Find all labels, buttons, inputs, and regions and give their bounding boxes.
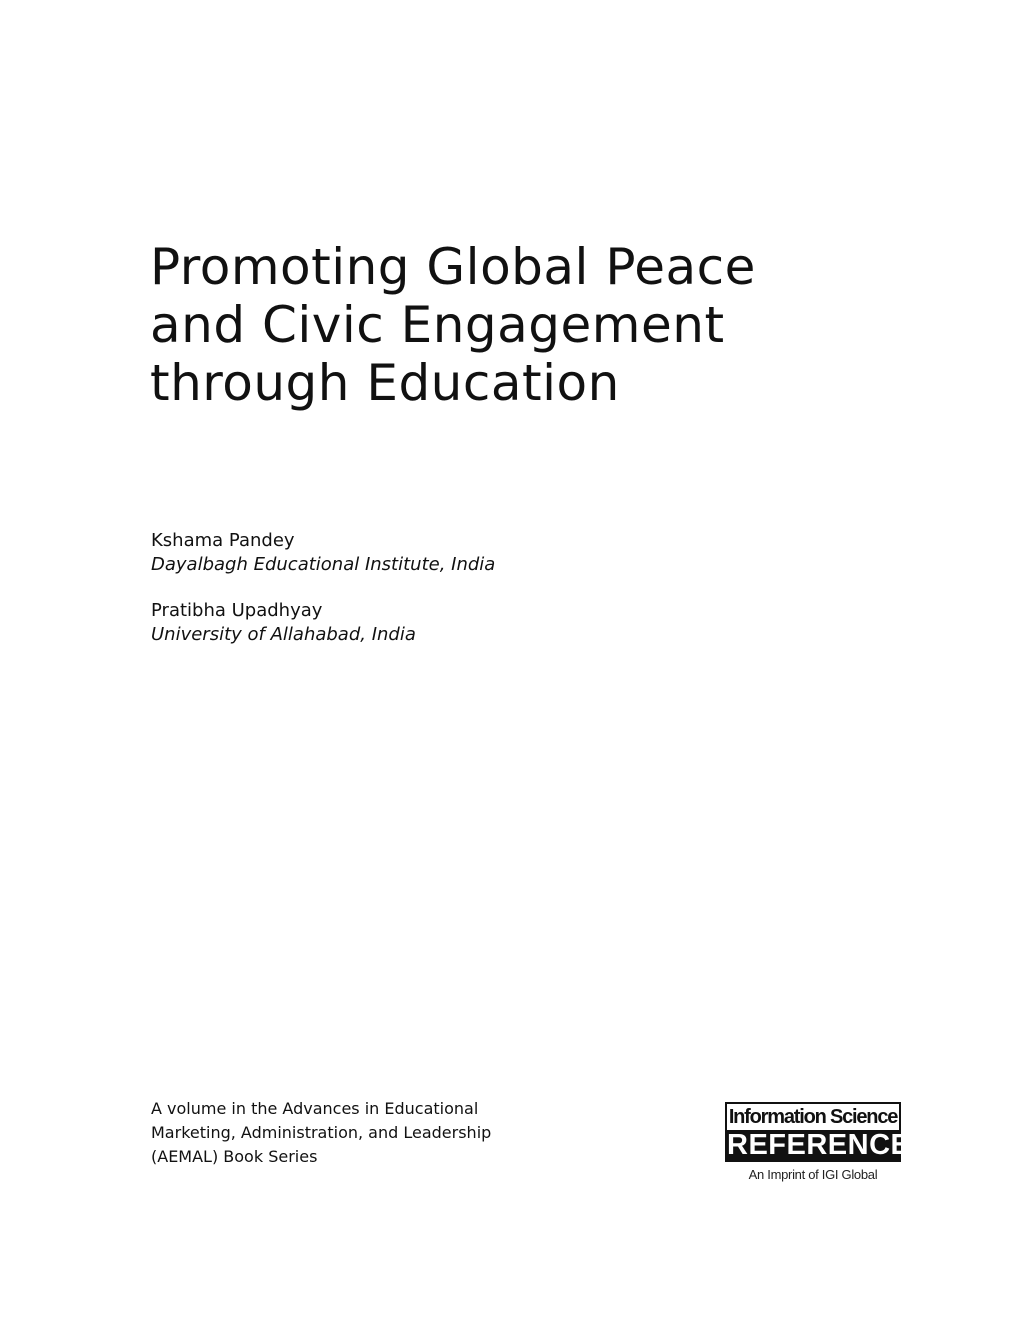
author-affiliation: University of Allahabad, India [151, 624, 416, 645]
series-note [151, 1097, 491, 1169]
author-2 [151, 599, 416, 647]
author-affiliation: Dayalbagh Educational Institute, India [151, 554, 496, 575]
publisher-logo [725, 1102, 911, 1183]
publisher-logo-top-text: Information Science [728, 1106, 898, 1128]
book-title-line-3: through Education [150, 354, 620, 412]
author-name: Kshama Pandey [151, 530, 295, 551]
publisher-imprint: An Imprint of IGI Global [748, 1167, 878, 1182]
book-title-line-2: and Civic Engagement [150, 296, 725, 354]
author-1 [151, 529, 495, 577]
series-note-line-3: (AEMAL) Book Series [151, 1147, 318, 1166]
series-note-line-2: Marketing, Administration, and Leadership [151, 1123, 492, 1142]
author-name: Pratibha Upadhyay [151, 600, 323, 621]
book-title [150, 238, 756, 412]
book-title-line-1: Promoting Global Peace [150, 238, 756, 296]
series-note-line-1: A volume in the Advances in Educational [151, 1099, 479, 1118]
publisher-logo-bottom-text: REFERENCE [727, 1129, 911, 1161]
publisher-logo-box [725, 1102, 911, 1162]
